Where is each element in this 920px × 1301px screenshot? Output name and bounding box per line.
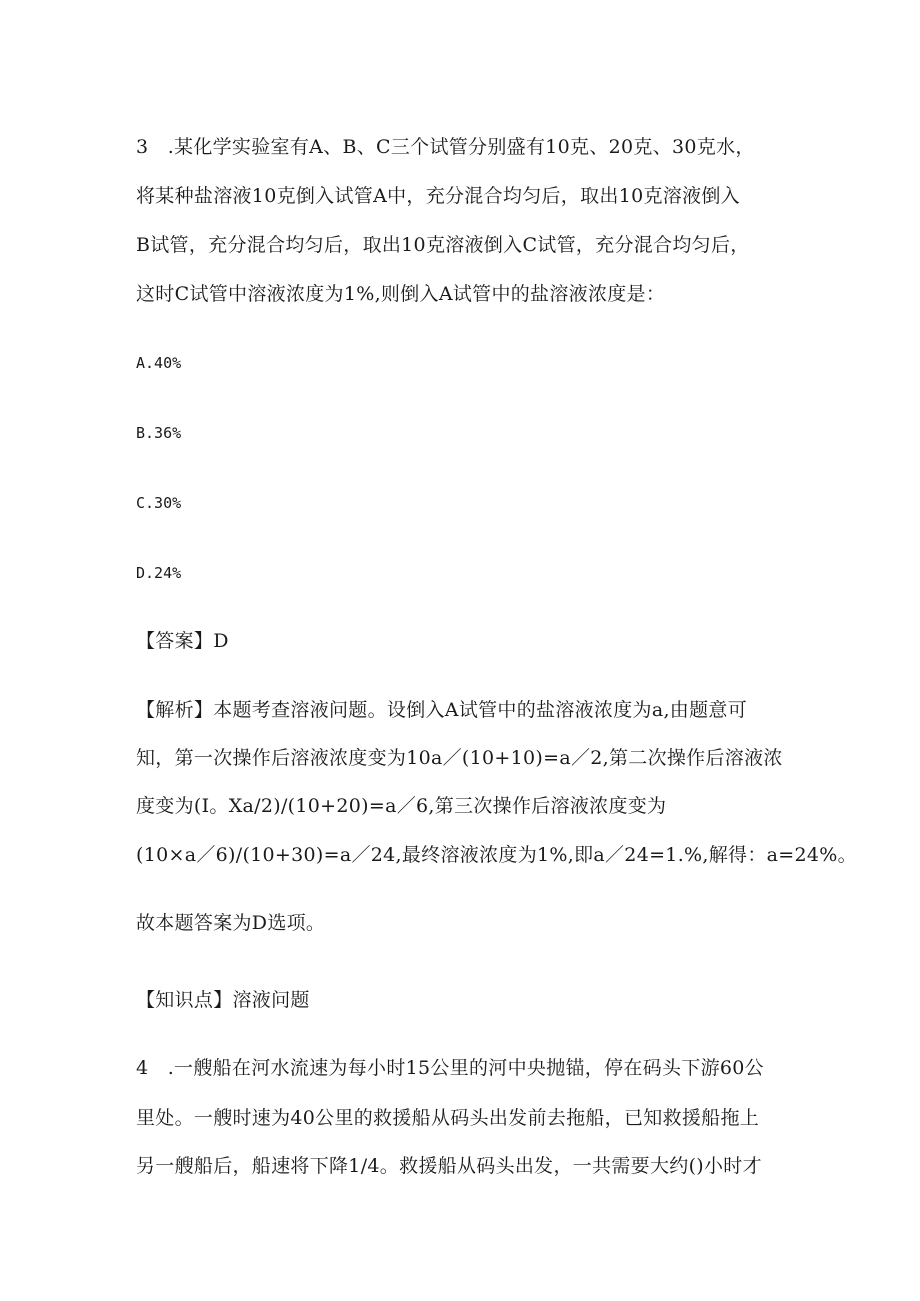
q3-knowledge-point: 【知识点】溶液问题 [136, 989, 310, 1011]
q3-conclusion: 故本题答案为D选项。 [136, 912, 326, 934]
q3-option-a: A.40% [136, 354, 182, 372]
q3-analysis-line-4: (10×a／6)/(10+30)=a／24,最终溶液浓度为1%,即a／24=1.%,解得：a=24%。 [136, 844, 857, 866]
q3-text-line-1: 3 .某化学实验室有A、B、C三个试管分别盛有10克、20克、30克水， [136, 136, 755, 158]
q3-option-c: C.30% [136, 494, 182, 512]
q3-analysis-line-3: 度变为(I。Xa/2)/(10+20)=a／6,第三次操作后溶液浓度变为 [136, 795, 667, 817]
q3-text-line-4: 这时C试管中溶液浓度为1%,则倒入A试管中的盐溶液浓度是： [136, 283, 666, 305]
q3-analysis-line-2: 知，第一次操作后溶液浓度变为10a／(10+10)=a／2,第二次操作后溶液浓 [136, 747, 783, 769]
q3-option-d: D.24% [136, 564, 182, 582]
q3-text-line-3: B试管，充分混合均匀后，取出10克溶液倒入C试管，充分混合均匀后， [136, 234, 750, 256]
q4-text-line-1: 4 .一艘船在河水流速为每小时15公里的河中央抛锚，停在码头下游60公 [136, 1057, 764, 1079]
q3-answer: 【答案】D [136, 630, 229, 652]
q3-text-line-2: 将某种盐溶液10克倒入试管A中，充分混合均匀后，取出10克溶液倒入 [136, 185, 740, 207]
q4-text-line-2: 里处。一艘时速为40公里的救援船从码头出发前去拖船，已知救援船拖上 [136, 1107, 760, 1129]
q4-text-line-3: 另一艘船后，船速将下降1/4。救援船从码头出发，一共需要大约()小时才 [136, 1155, 762, 1177]
q3-option-b: B.36% [136, 424, 182, 442]
q3-analysis-line-1: 【解析】本题考查溶液问题。设倒入A试管中的盐溶液浓度为a,由题意可 [136, 699, 747, 721]
